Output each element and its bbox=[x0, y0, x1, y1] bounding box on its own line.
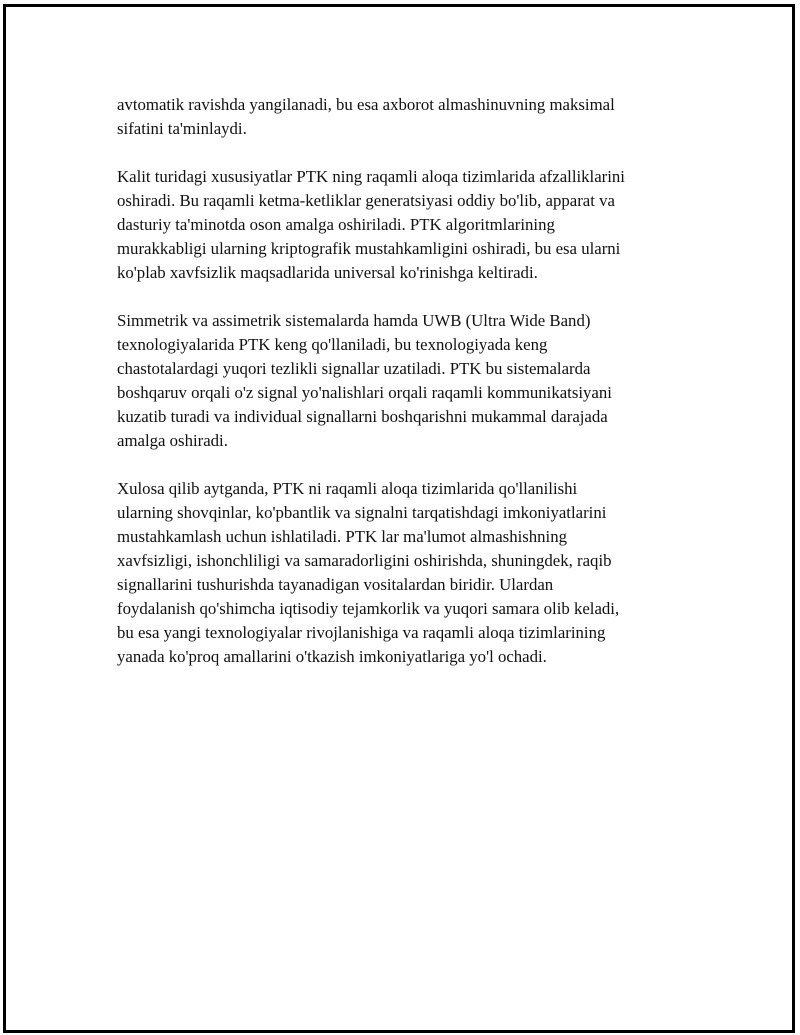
text-line: mustahkamlash uchun ishlatiladi. PTK lar ma'lumot almashishning bbox=[117, 527, 567, 546]
text-line: Kalit turidagi xususiyatlar PTK ning raqamli aloqa tizimlarida afzalliklarini bbox=[117, 167, 625, 186]
text-line: murakkabligi ularning kriptografik mustahkamligini oshiradi, bu esa ularni bbox=[117, 239, 621, 258]
text-line: Xulosa qilib aytganda, PTK ni raqamli aloqa tizimlarida qo'llanilishi bbox=[117, 479, 578, 498]
text-line: ularning shovqinlar, ko'pbantlik va signalni tarqatishdagi imkoniyatlarini bbox=[117, 503, 607, 522]
text-line: amalga oshiradi. bbox=[117, 431, 228, 450]
text-line: signallarini tushurishda tayanadigan vositalardan biridir. Ulardan bbox=[117, 575, 554, 594]
text-line: foydalanish qo'shimcha iqtisodiy tejamkorlik va yuqori samara olib keladi, bbox=[117, 599, 620, 618]
paragraph-4 bbox=[117, 477, 697, 669]
text-line: dasturiy ta'minotda oson amalga oshiriladi. PTK algoritmlarining bbox=[117, 215, 555, 234]
text-line: avtomatik ravishda yangilanadi, bu esa axborot almashinuvning maksimal bbox=[117, 95, 615, 114]
text-line: texnologiyalarida PTK keng qo'llaniladi, bu texnologiyada keng bbox=[117, 335, 548, 354]
paragraph-2 bbox=[117, 165, 697, 285]
text-line: oshiradi. Bu raqamli ketma-ketliklar generatsiyasi oddiy bo'lib, apparat va bbox=[117, 191, 615, 210]
text-line: yanada ko'proq amallarini o'tkazish imkoniyatlariga yo'l ochadi. bbox=[117, 647, 547, 666]
paragraph-1 bbox=[117, 93, 697, 141]
text-line: xavfsizligi, ishonchliligi va samaradorligini oshirishda, shuningdek, raqib bbox=[117, 551, 612, 570]
text-line: Simmetrik va assimetrik sistemalarda hamda UWB (Ultra Wide Band) bbox=[117, 311, 591, 330]
document-body bbox=[117, 93, 697, 693]
text-line: bu esa yangi texnologiyalar rivojlanishiga va raqamli aloqa tizimlarining bbox=[117, 623, 606, 642]
text-line: ko'plab xavfsizlik maqsadlarida universal ko'rinishga keltiradi. bbox=[117, 263, 538, 282]
paragraph-3 bbox=[117, 309, 697, 453]
text-line: kuzatib turadi va individual signallarni boshqarishni mukammal darajada bbox=[117, 407, 608, 426]
text-line: sifatini ta'minlaydi. bbox=[117, 119, 247, 138]
text-line: boshqaruv orqali o'z signal yo'nalishlari orqali raqamli kommunikatsiyani bbox=[117, 383, 612, 402]
text-line: chastotalardagi yuqori tezlikli signallar uzatiladi. PTK bu sistemalarda bbox=[117, 359, 591, 378]
